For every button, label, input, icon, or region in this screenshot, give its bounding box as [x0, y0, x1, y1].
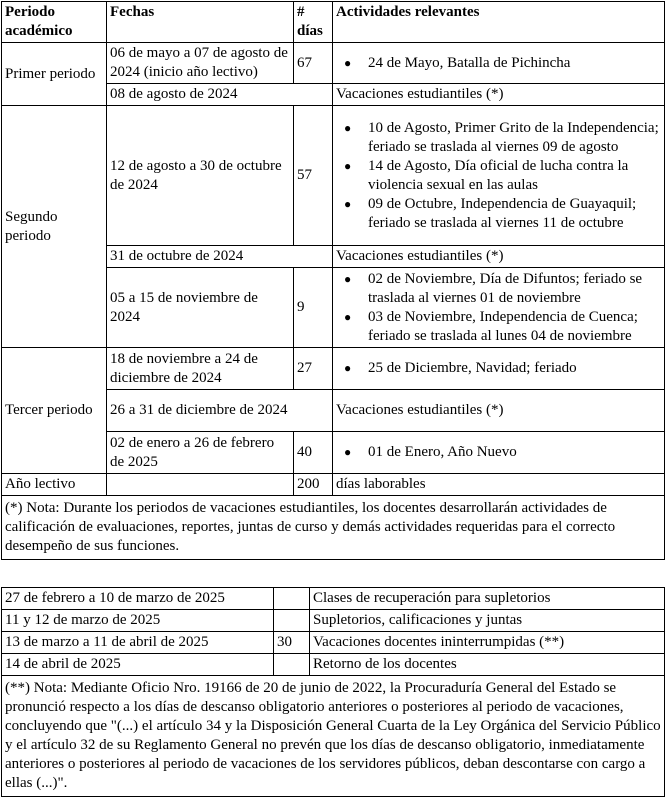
table-row	[2, 632, 665, 654]
header-activities: Actividades relevantes	[333, 2, 665, 43]
period-label-first: Primer periodo	[2, 43, 107, 106]
activity-item: ● 02 de Noviembre, Día de Difuntos; feriado se traslada al viernes 01 de noviembre	[336, 270, 661, 308]
header-period: Periodo académico	[2, 2, 107, 43]
activity-cell: Vacaciones docentes ininterrumpidas (**)	[310, 632, 665, 654]
activity-item: ● 10 de Agosto, Primer Grito de la Independencia; feriado se traslada al viernes 09 de agosto	[336, 119, 661, 157]
days-cell: 40	[294, 432, 333, 474]
days-cell: 9	[294, 268, 333, 348]
table-row	[2, 43, 665, 84]
activities-cell	[333, 43, 665, 84]
dates-cell: 14 de abril de 2025	[2, 654, 274, 676]
activities-cell	[333, 106, 665, 246]
header-row	[2, 2, 665, 43]
activity-item: ● 14 de Agosto, Día oficial de lucha contra la violencia sexual en las aulas	[336, 157, 661, 195]
school-year-label: Año lectivo	[2, 474, 107, 496]
activities-cell	[333, 268, 665, 348]
days-cell: 57	[294, 106, 333, 246]
table-row	[2, 474, 665, 496]
vacation-cell: Vacaciones estudiantiles (*)	[333, 246, 665, 268]
vacation-cell: Vacaciones estudiantiles (*)	[333, 84, 665, 106]
post-period-table	[1, 587, 665, 797]
days-cell	[274, 654, 310, 676]
days-cell	[274, 610, 310, 632]
table-row	[2, 610, 665, 632]
activity-item: ● 24 de Mayo, Batalla de Pichincha	[336, 54, 661, 73]
period-label-second: Segundo periodo	[2, 106, 107, 348]
vacation-cell: Vacaciones estudiantiles (*)	[333, 390, 665, 432]
activities-cell	[333, 432, 665, 474]
period-label-third: Tercer periodo	[2, 348, 107, 474]
dates-cell: 18 de noviembre a 24 de diciembre de 2024	[107, 348, 294, 390]
days-cell: 200	[294, 474, 333, 496]
activity-cell: Supletorios, calificaciones y juntas	[310, 610, 665, 632]
dates-cell: 02 de enero a 26 de febrero de 2025	[107, 432, 294, 474]
dates-cell: 27 de febrero a 10 de marzo de 2025	[2, 588, 274, 610]
activity-item: ● 03 de Noviembre, Independencia de Cuenca; feriado se traslada al lunes 04 de noviembre	[336, 308, 661, 346]
footnote-row	[2, 496, 665, 560]
activity-item: ● 09 de Octubre, Independencia de Guayaquil; feriado se traslada al viernes 11 de octubre	[336, 195, 661, 233]
table-row	[2, 106, 665, 246]
dates-cell: 06 de mayo a 07 de agosto de 2024 (inicio año lectivo)	[107, 43, 294, 84]
dates-cell: 11 y 12 de marzo de 2025	[2, 610, 274, 632]
footnote-vacations: (*) Nota: Durante los periodos de vacaciones estudiantiles, los docentes desarrollarán actividades de calificación de evaluaciones, reportes, juntas de curso y demás actividades requeridas para el correcto desempeño de sus funciones.	[2, 496, 665, 560]
dates-cell: 08 de agosto de 2024	[107, 84, 333, 106]
days-cell: 67	[294, 43, 333, 84]
activity-cell: Retorno de los docentes	[310, 654, 665, 676]
dates-cell	[107, 474, 294, 496]
footnote-row	[2, 676, 665, 797]
days-cell	[274, 588, 310, 610]
dates-cell: 13 de marzo a 11 de abril de 2025	[2, 632, 274, 654]
dates-cell: 26 a 31 de diciembre de 2024	[107, 390, 333, 432]
dates-cell: 05 a 15 de noviembre de 2024	[107, 268, 294, 348]
footnote-teacher-vacations: (**) Nota: Mediante Oficio Nro. 19166 de 20 de junio de 2022, la Procuraduría General del Estado se pronunció respecto a los días de descanso obligatorio anteriores o posteriores al periodo de vacaciones, concluyendo que "(...) el artículo 34 y la Disposición General Cuarta de la Ley Orgánica del Servicio Público y el artículo 32 de su Reglamento General no prevén que los días de descanso obligatorio, inmediatamente anteriores o posteriores al periodo de vacaciones de los servidores públicos, deban descontarse con cargo a ellas (...)".	[2, 676, 665, 797]
dates-cell: 12 de agosto a 30 de octubre de 2024	[107, 106, 294, 246]
activities-cell	[333, 348, 665, 390]
school-year-note: días laborables	[333, 474, 665, 496]
activity-cell: Clases de recuperación para supletorios	[310, 588, 665, 610]
header-dates: Fechas	[107, 2, 294, 43]
days-cell: 30	[274, 632, 310, 654]
dates-cell: 31 de octubre de 2024	[107, 246, 333, 268]
activity-item: ● 01 de Enero, Año Nuevo	[336, 443, 661, 462]
academic-calendar-table	[1, 1, 665, 560]
table-row	[2, 654, 665, 676]
table-row	[2, 348, 665, 390]
days-cell: 27	[294, 348, 333, 390]
table-row	[2, 588, 665, 610]
activity-item: ● 25 de Diciembre, Navidad; feriado	[336, 359, 661, 378]
header-days: # días	[294, 2, 333, 43]
